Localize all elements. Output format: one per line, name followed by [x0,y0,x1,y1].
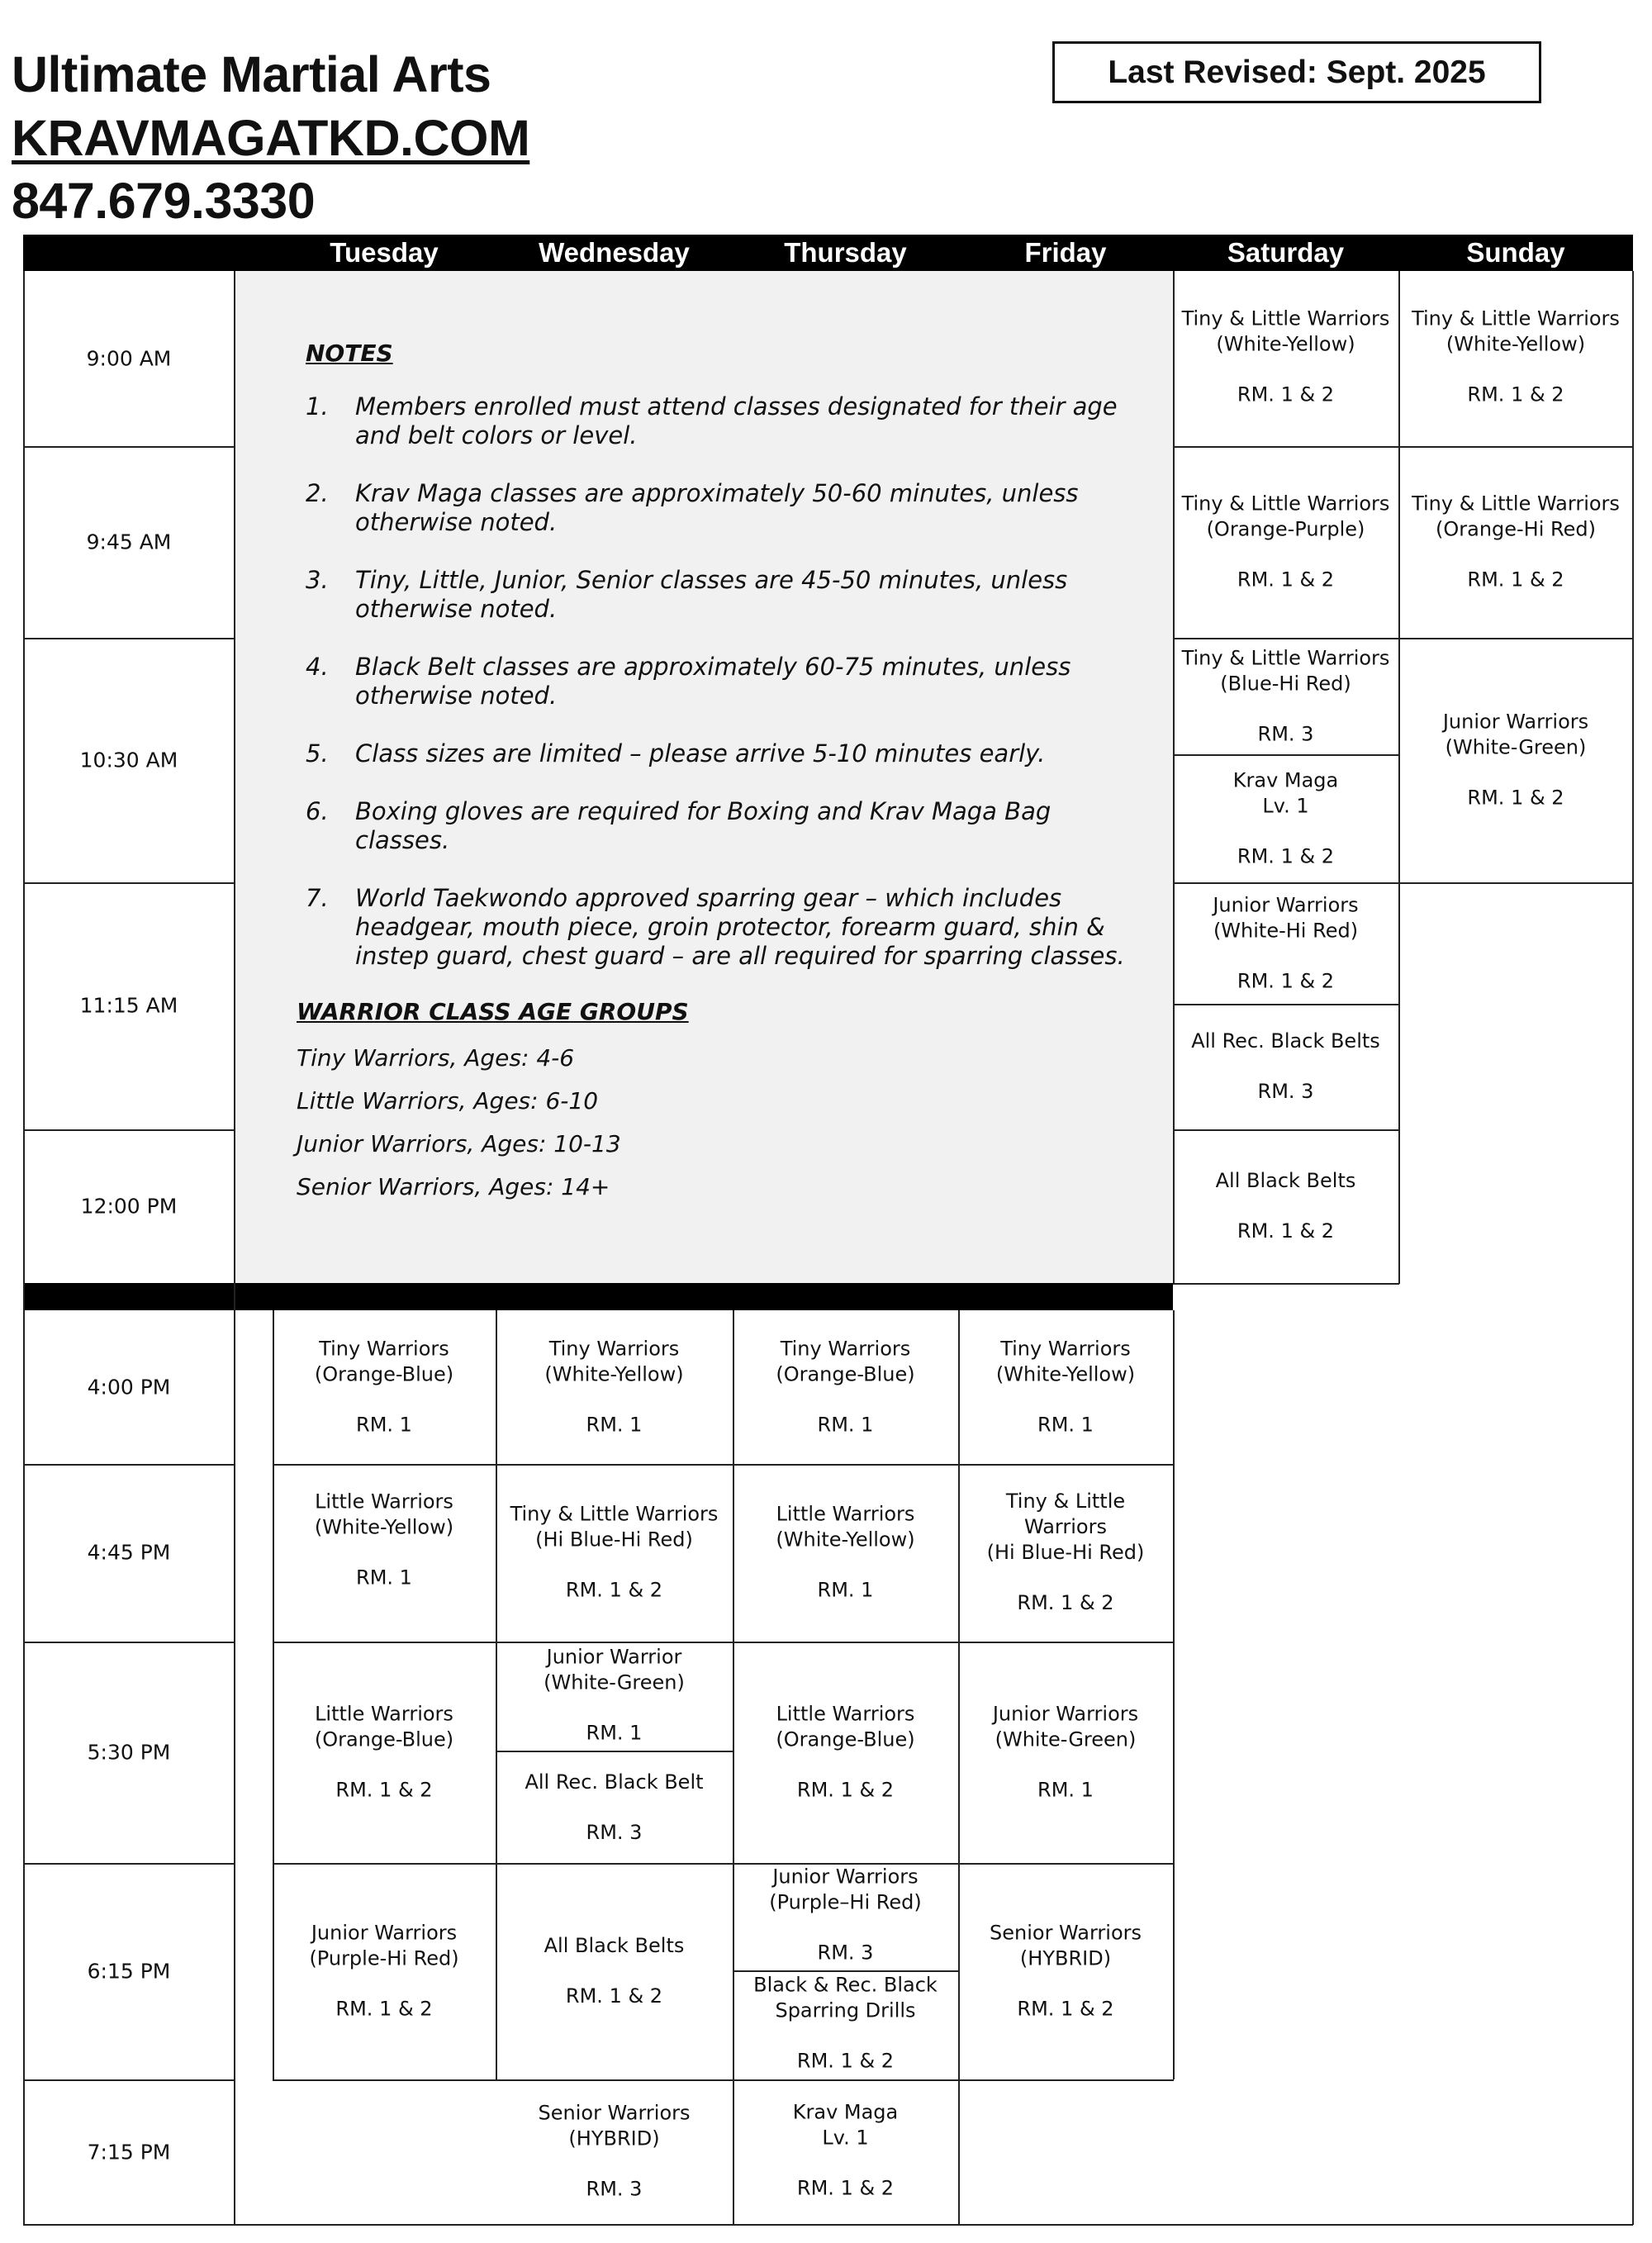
class-cell: All Black Belts RM. 1 & 2 [1215,1169,1356,1243]
class-cell: Tiny & Little Warriors (Orange-Hi Red) RM. 1 & 2 [1412,492,1620,592]
note-item: 6. Boxing gloves are required for Boxing and Krav Maga Bag classes. [306,797,1051,854]
class-cell: Junior Warrior (White-Green) RM. 1 [544,1645,685,1745]
grid-line [23,1642,235,1643]
day-tuesday: Tuesday [330,237,439,268]
class-cell: Tiny Warriors (White-Yellow) RM. 1 [544,1337,684,1437]
grid-line [1173,882,1633,884]
school-name: Ultimate Martial Arts [12,46,491,102]
grid-line [1173,1283,1399,1285]
notes-panel [235,271,1173,1283]
time-label: 5:30 PM [87,1740,171,1765]
class-cell: Krav Maga Lv. 1 RM. 1 & 2 [792,2100,899,2200]
age-group: Tiny Warriors, Ages: 4-6 [297,1044,575,1072]
time-label: 11:15 AM [79,993,178,1018]
class-cell: Tiny & Little Warriors (Hi Blue-Hi Red) RM. 1 & 2 [510,1502,719,1602]
note-item: 1. Members enrolled must attend classes designated for their age and belt colors or level. [306,392,1118,449]
time-label: 12:00 PM [80,1194,178,1219]
class-cell: Tiny Warriors (Orange-Blue) RM. 1 [314,1337,454,1437]
grid-line [1173,446,1633,448]
day-sunday: Sunday [1466,237,1565,268]
class-cell: All Rec. Black Belts RM. 3 [1191,1029,1380,1103]
time-label: 10:30 AM [79,748,178,772]
time-label: 4:00 PM [87,1375,171,1399]
class-cell: Senior Warriors (HYBRID) RM. 3 [538,2101,691,2201]
grid-line [1173,638,1633,639]
grid-line [273,2079,1174,2081]
note-item: 7. World Taekwondo approved sparring gear – which includes headgear, mouth piece, groin protector, forearm guard, shin & instep guard, chest guard – are all required for sparring classes. [306,884,1125,970]
class-cell: Tiny Warriors (Orange-Blue) RM. 1 [776,1337,915,1437]
grid-line [23,882,235,884]
grid-line [1173,1004,1399,1005]
grid-line [1173,1310,1175,2079]
class-cell: Junior Warriors (White-Hi Red) RM. 1 & 2 [1213,893,1359,993]
age-group: Little Warriors, Ages: 6-10 [297,1087,599,1114]
grid-line [273,1863,1174,1865]
class-cell: Tiny & Little Warriors (White-Yellow) RM. 1 & 2 [1181,307,1390,406]
grid-line [1173,754,1399,756]
grid-line [23,1464,235,1466]
class-cell: All Rec. Black Belt RM. 3 [525,1770,704,1844]
note-item: 4. Black Belt classes are approximately 60-75 minutes, unless otherwise noted. [306,653,1071,710]
class-cell: Tiny & Little Warriors (Hi Blue-Hi Red) RM. 1 & 2 [986,1490,1145,1614]
class-cell: Junior Warriors (White-Green) RM. 1 [992,1702,1139,1802]
grid-line [23,271,25,2225]
class-cell: Junior Warriors (Purple–Hi Red) RM. 3 [769,1865,922,1965]
note-item: 3. Tiny, Little, Junior, Senior classes are 45-50 minutes, unless otherwise noted. [306,566,1068,623]
grid-line [496,1751,733,1752]
class-cell: Junior Warriors (Purple-Hi Red) RM. 1 & 2 [309,1921,459,2021]
day-thursday: Thursday [784,237,907,268]
age-group: Junior Warriors, Ages: 10-13 [297,1130,621,1157]
age-group: Senior Warriors, Ages: 14+ [297,1173,610,1200]
grid-line [23,2079,235,2081]
class-cell: Krav Maga Lv. 1 RM. 1 & 2 [1232,768,1339,868]
session-separator-bar [23,1283,1173,1310]
time-label: 7:15 PM [87,2140,171,2165]
class-cell: Tiny Warriors (White-Yellow) RM. 1 [995,1337,1136,1437]
grid-line [273,1642,1174,1643]
note-item: 2. Krav Maga classes are approximately 50-60 minutes, unless otherwise noted. [306,479,1079,536]
class-cell: Junior Warriors (White-Green) RM. 1 & 2 [1442,710,1589,810]
age-groups-heading: WARRIOR CLASS AGE GROUPS [297,998,689,1025]
class-cell: Little Warriors (White-Yellow) RM. 1 [314,1490,454,1590]
class-cell: Little Warriors (White-Yellow) RM. 1 [776,1502,915,1602]
notes-heading: NOTES [306,340,393,367]
grid-line [234,271,235,2225]
day-saturday: Saturday [1227,237,1345,268]
day-friday: Friday [1024,237,1107,268]
class-cell: Little Warriors (Orange-Blue) RM. 1 & 2 [776,1702,915,1802]
grid-line [23,2224,1633,2226]
day-wednesday: Wednesday [539,237,690,268]
grid-line [23,1863,235,1865]
class-cell: Black & Rec. Black Sparring Drills RM. 1 & 2 [753,1973,938,2073]
phone-number: 847.679.3330 [12,173,316,229]
class-cell: Tiny & Little Warriors (Orange-Purple) RM. 1 & 2 [1181,492,1390,592]
grid-line [1173,1129,1399,1131]
class-cell: Little Warriors (Orange-Blue) RM. 1 & 2 [314,1702,454,1802]
grid-line [23,1129,235,1131]
class-cell: Senior Warriors (HYBRID) RM. 1 & 2 [990,1921,1142,2021]
time-label: 9:45 AM [86,530,172,554]
class-cell: Tiny & Little Warriors (White-Yellow) RM. 1 & 2 [1412,307,1620,406]
grid-line [23,638,235,639]
note-item: 5. Class sizes are limited – please arrive 5-10 minutes early. [306,739,1046,767]
class-cell: All Black Belts RM. 1 & 2 [544,1934,685,2008]
time-label: 4:45 PM [87,1540,171,1565]
grid-line [23,446,235,448]
website-link[interactable]: KRAVMAGATKD.COM [12,110,530,166]
time-label: 6:15 PM [87,1959,171,1984]
time-label: 9:00 AM [86,346,172,371]
grid-line [273,1464,1174,1466]
last-revised-box: Last Revised: Sept. 2025 [1052,41,1541,103]
class-cell: Tiny & Little Warriors (Blue-Hi Red) RM. 3 [1181,646,1390,746]
